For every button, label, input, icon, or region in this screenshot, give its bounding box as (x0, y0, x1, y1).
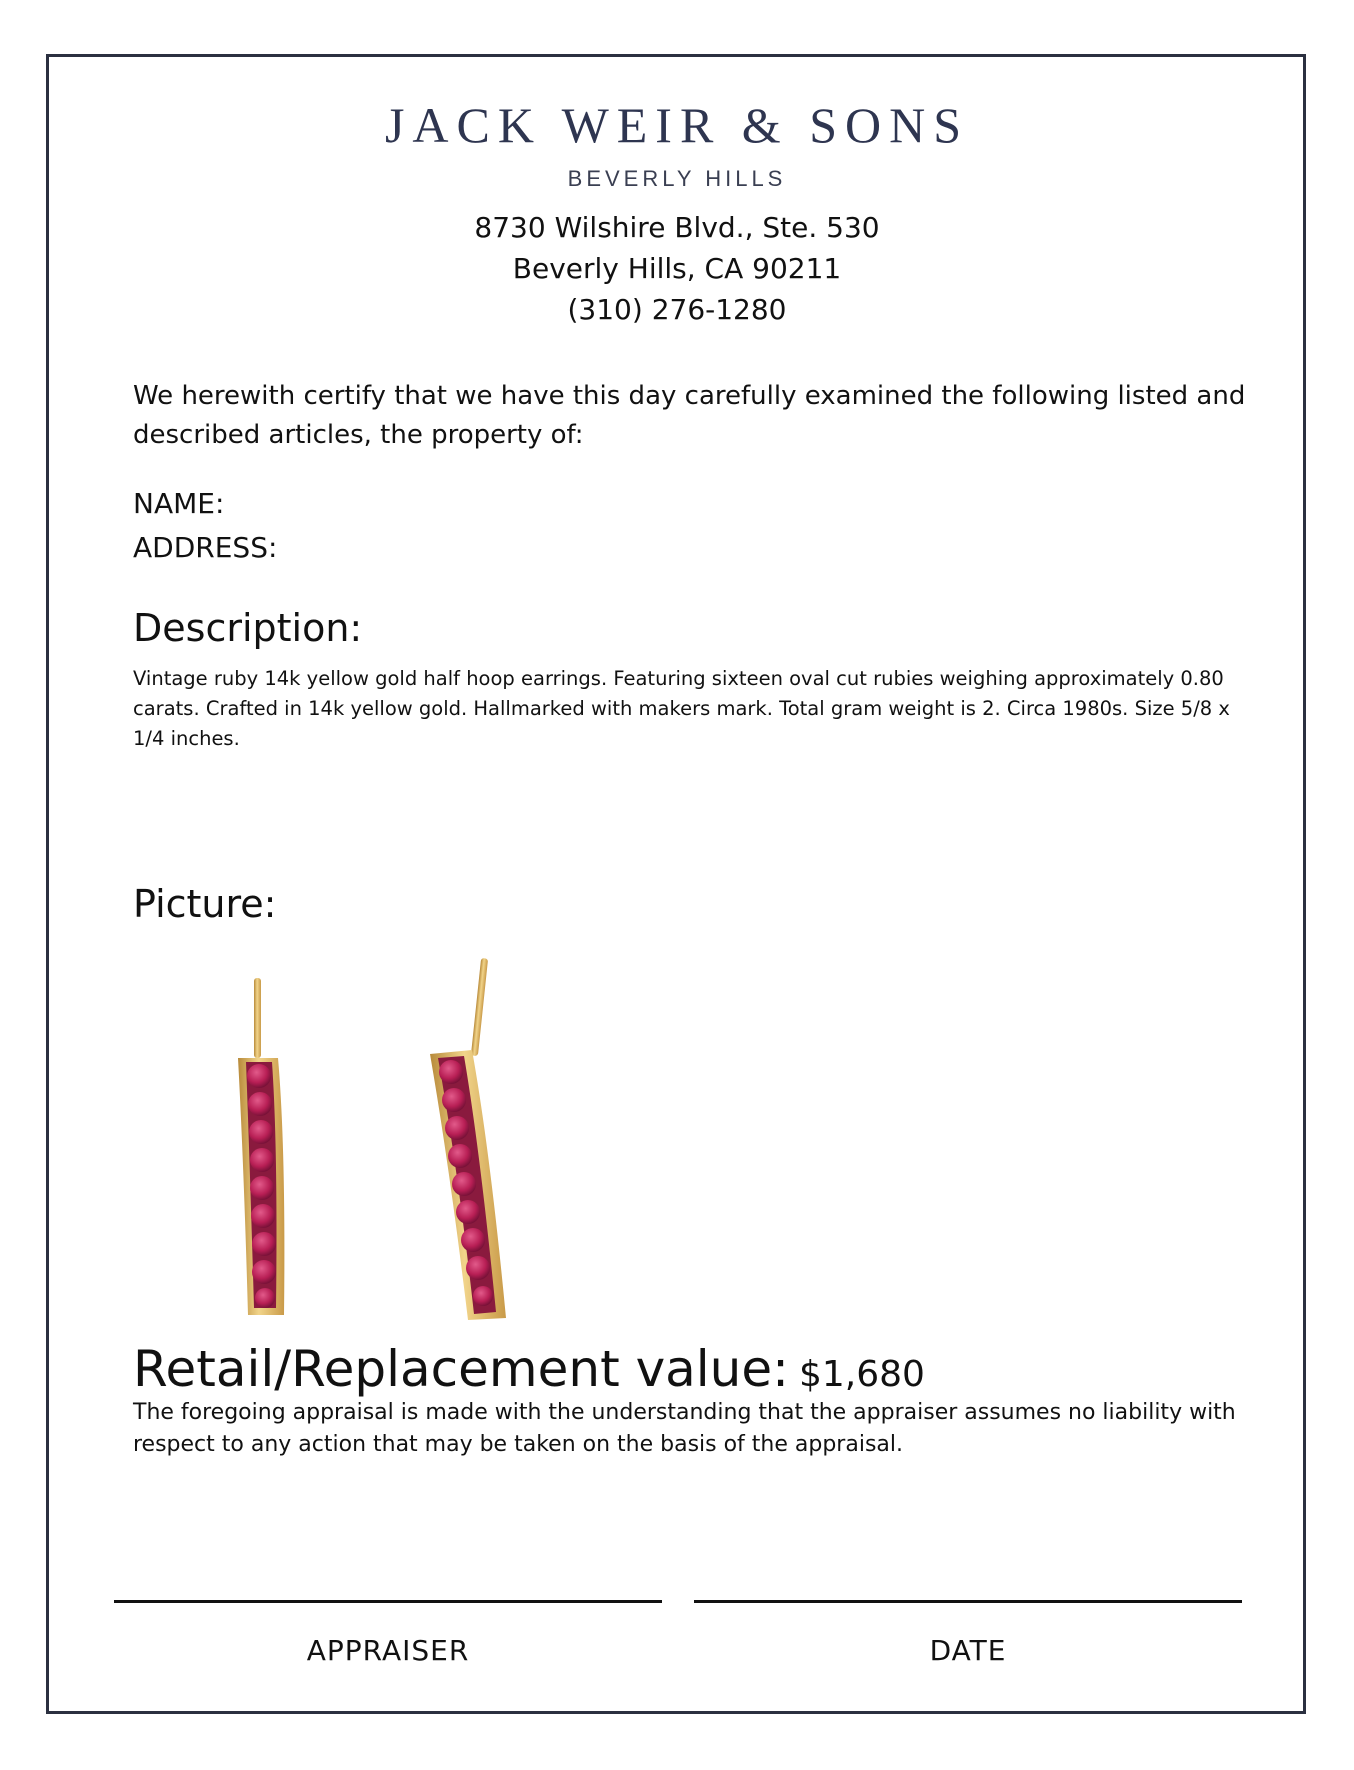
retail-value-label: Retail/Replacement value: (133, 1340, 789, 1398)
date-label: DATE (929, 1634, 1007, 1667)
name-label: NAME: (133, 487, 225, 520)
earrings-illustration (200, 950, 540, 1330)
disclaimer-text: The foregoing appraisal is made with the understanding that the appraiser assumes no liability with respect to any action that may be taken on the basis of the appraisal. (133, 1400, 1236, 1457)
brand-city: BEVERLY HILLS (567, 166, 787, 191)
right-earring (430, 958, 506, 1320)
appraiser-label: APPRAISER (306, 1634, 470, 1667)
certify-statement: We herewith certify that we have this day carefully examined the following listed and described articles, the property of: (133, 381, 1246, 450)
store-address (0, 207, 1354, 330)
address-line-1: 8730 Wilshire Blvd., Ste. 530 (474, 211, 880, 244)
address-label: ADDRESS: (133, 531, 278, 564)
description-text: Vintage ruby 14k yellow gold half hoop earrings. Featuring sixteen oval cut rubies weighing approximately 0.80 carats. Crafted in 14k yellow gold. Hallmarked with makers mark. Total gram weight is 2. Circa 1980s. Size 5/8 x 1/4 inches. (133, 667, 1230, 750)
left-earring (238, 978, 284, 1315)
appraiser-signature-line (114, 1600, 662, 1603)
phone-number: (310) 276-1280 (567, 293, 787, 326)
retail-value (133, 1340, 925, 1398)
date-signature-line (694, 1600, 1242, 1603)
address-line-2: Beverly Hills, CA 90211 (512, 252, 842, 285)
retail-value-amount: $1,680 (798, 1354, 925, 1395)
picture-heading: Picture: (133, 882, 277, 926)
brand-name: JACK WEIR & SONS (384, 97, 970, 153)
earrings-photo (200, 950, 540, 1330)
description-heading: Description: (133, 606, 363, 650)
